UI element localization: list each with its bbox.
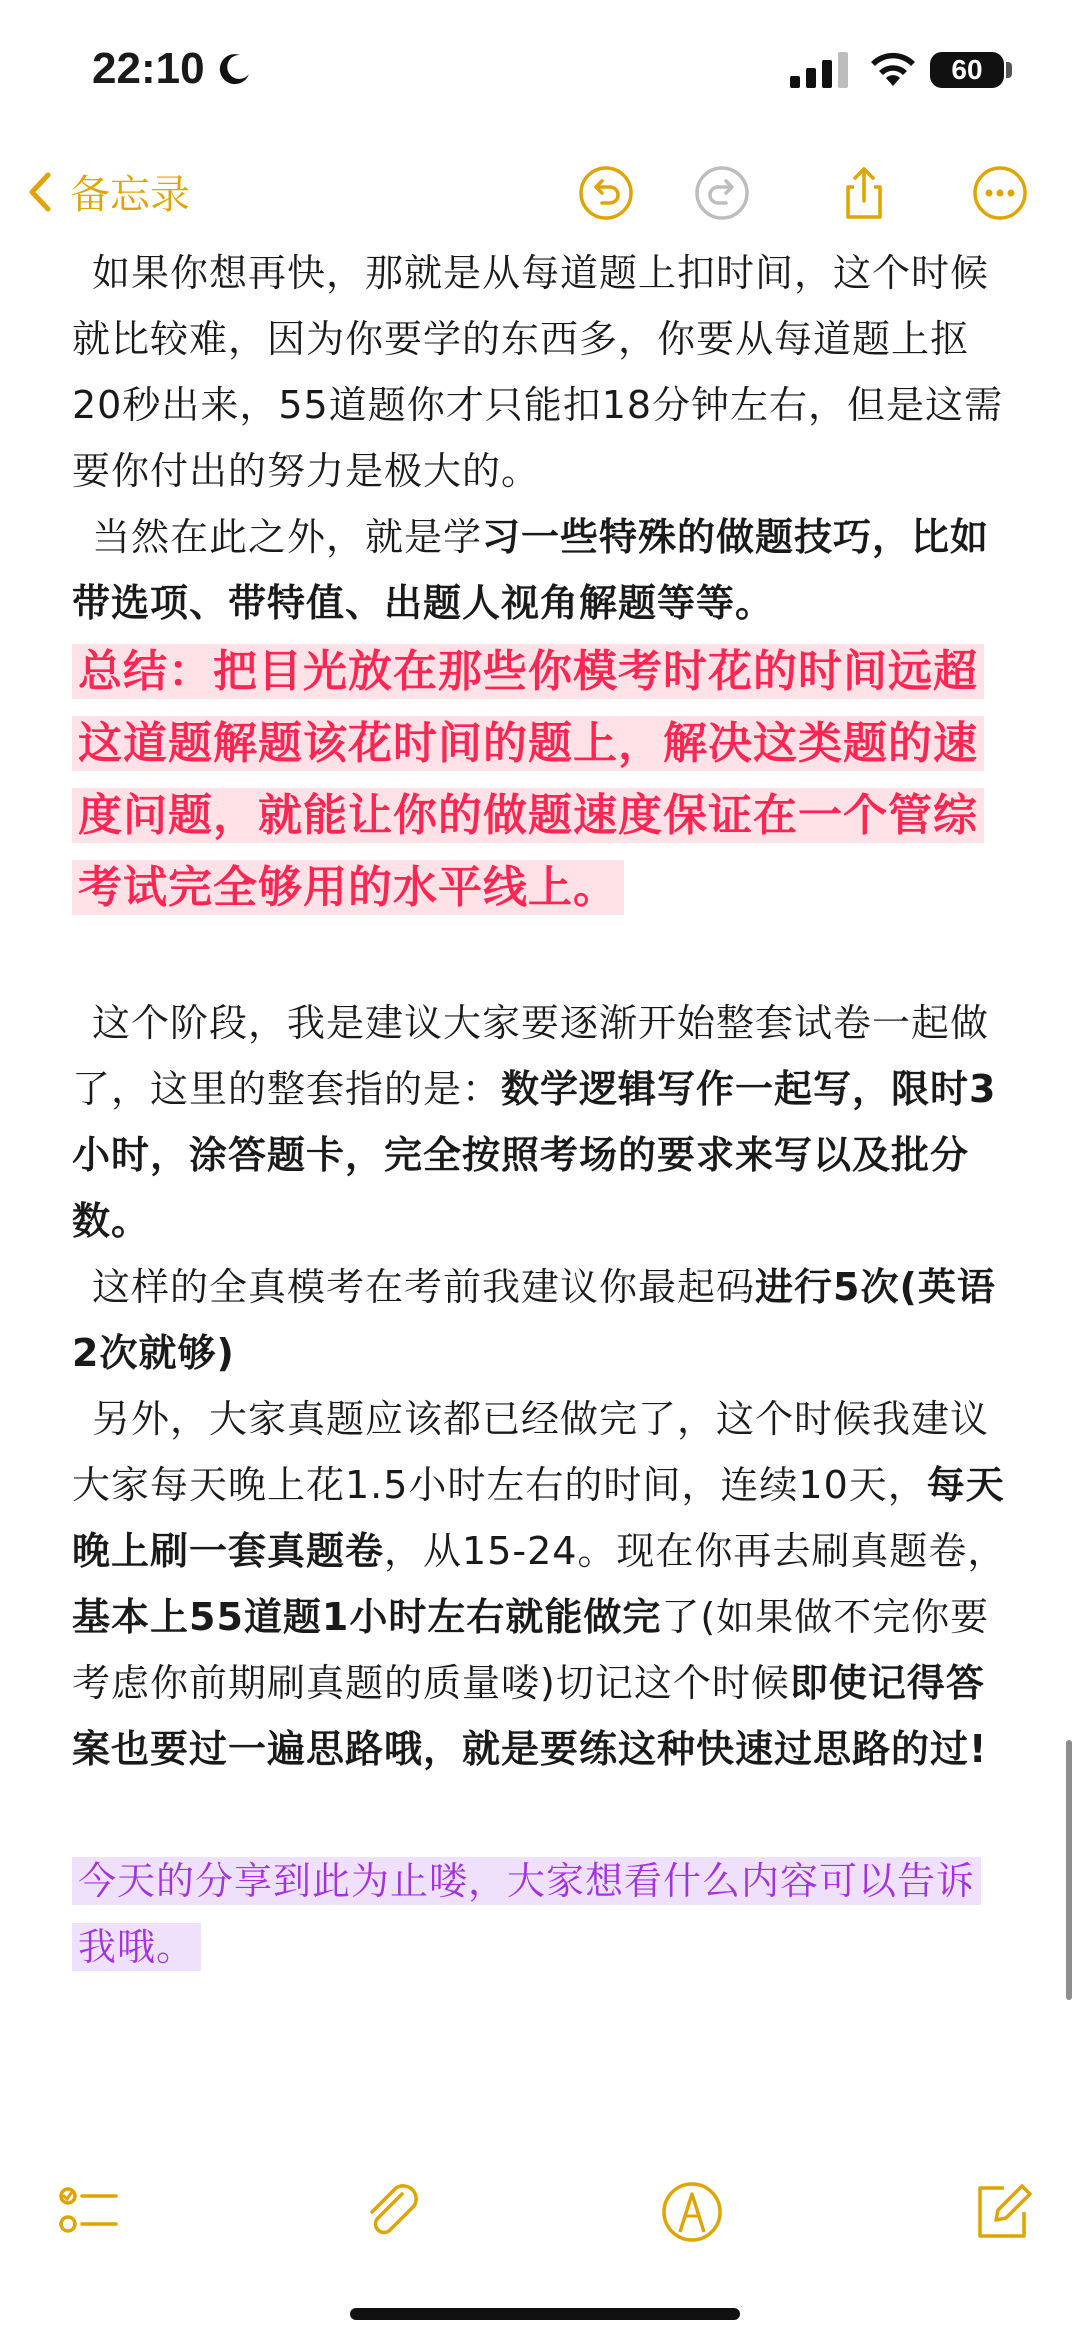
- paragraph-full-mock: [72, 990, 1012, 1254]
- ending-text: 今天的分享到此为止喽，大家想看什么内容可以告诉我哦。: [72, 1857, 981, 1971]
- paragraph-mock-count-bold: 进行5次(英语2次就够): [72, 1265, 996, 1375]
- summary-highlight: [72, 636, 1012, 924]
- compose-icon[interactable]: [970, 2180, 1034, 2244]
- summary-text: 总结：把目光放在那些你模考时花的时间远超这道题解题该花时间的题上，解决这类题的速度问题，就能让你的做题速度保证在一个管综考试完全够用的水平线上。: [72, 644, 984, 915]
- note-body[interactable]: [72, 240, 1012, 1980]
- real-exams-text-2: ，从15-24。现在你再去刷真题卷，: [384, 1529, 1007, 1573]
- more-icon[interactable]: [972, 165, 1028, 221]
- real-exams-bold-1: 每天晚上刷一套真题卷: [72, 1463, 1005, 1573]
- real-exams-bold-3: 即使记得答案也要过一遍思路哦，就是要练这种快速过思路的过!: [72, 1661, 988, 1771]
- battery-tip: [1006, 62, 1012, 78]
- pen-icon[interactable]: [660, 2180, 724, 2244]
- chevron-left-icon: [28, 171, 52, 213]
- redo-icon[interactable]: [694, 165, 750, 221]
- paragraph-tips-start: 当然在此之外，就是学: [92, 515, 483, 559]
- signal-icon: [790, 52, 854, 88]
- paragraph-real-exams: [72, 1386, 1012, 1782]
- real-exams-text-3: 了(如果做不完你要考虑你前期刷真题的质量喽)切记这个时候: [72, 1595, 990, 1705]
- blank-line: [72, 924, 1012, 990]
- battery-indicator: 60: [930, 52, 1004, 88]
- undo-icon[interactable]: [578, 165, 634, 221]
- ending-highlight: [72, 1848, 1012, 1980]
- status-bar: [0, 0, 1080, 150]
- wifi-icon: [868, 50, 918, 88]
- share-icon[interactable]: [836, 165, 892, 221]
- paragraph-full-mock-bold: 数学逻辑写作一起写，限时3小时，涂答题卡，完全按照考场的要求来写以及批分数。: [72, 1067, 997, 1243]
- paragraph-mock-count: [72, 1254, 1012, 1386]
- back-label: 备忘录: [70, 172, 190, 218]
- checklist-icon[interactable]: [56, 2180, 120, 2244]
- scrollbar[interactable]: [1066, 1740, 1072, 2000]
- paperclip-icon[interactable]: [362, 2180, 426, 2244]
- real-exams-text-1: 另外，大家真题应该都已经做完了，这个时候我建议大家每天晚上花1.5小时左右的时间，连续10天，: [72, 1397, 990, 1507]
- back-button[interactable]: [28, 163, 190, 220]
- paragraph-tips: [72, 504, 1012, 636]
- moon-icon: [218, 52, 252, 86]
- bottom-toolbar: [0, 2170, 1080, 2270]
- paragraph-full-mock-start: 这个阶段，我是建议大家要逐渐开始整套试卷一起做了，这里的整套指的是：: [72, 1001, 990, 1111]
- blank-line: [72, 1782, 1012, 1848]
- navigation-bar: [0, 145, 1080, 235]
- status-time: 22:10: [92, 44, 205, 93]
- home-indicator[interactable]: [350, 2308, 740, 2320]
- real-exams-bold-2: 基本上55道题1小时左右就能做完: [72, 1595, 662, 1639]
- paragraph-tips-bold: 习一些特殊的做题技巧，比如带选项、带特值、出题人视角解题等等。: [72, 515, 990, 625]
- paragraph-mock-count-start: 这样的全真模考在考前我建议你最起码: [92, 1265, 756, 1309]
- paragraph-speed: 如果你想再快，那就是从每道题上扣时间，这个时候就比较难，因为你要学的东西多，你要从每道题上抠20秒出来，55道题你才只能扣18分钟左右，但是这需要你付出的努力是极大的。: [72, 251, 1004, 493]
